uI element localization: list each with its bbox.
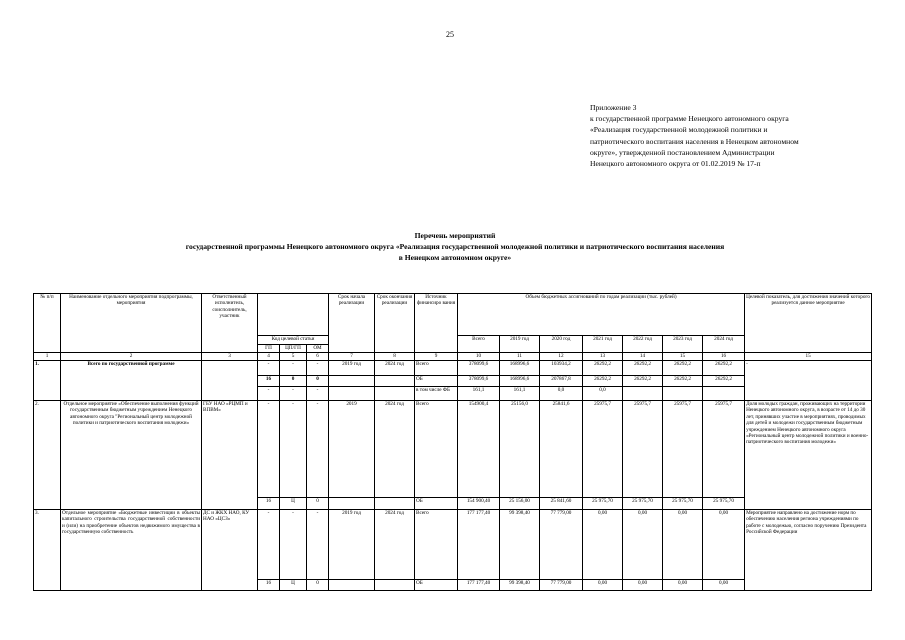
table-row [34,510,872,580]
cell-source: ОБ [415,580,458,591]
cell-gp: 16 [258,580,280,591]
title-line: в Ненецком автономном округе» [398,253,512,262]
cell-end [375,580,415,591]
cell-value: 177 177,40 [458,580,500,591]
cell-om: - [307,401,329,498]
appendix-line: к государственной программе Ненецкого автономного округа [590,114,789,124]
row-num: 1. [34,361,61,401]
cell-value: 25156,0 [500,401,540,498]
table-row [34,361,872,376]
cell-tsp: - [280,361,307,376]
cell-value [703,387,745,401]
appendix-note [590,102,890,169]
cell-om: 0 [307,580,329,591]
header-end: Срок окончания реализации [375,294,415,353]
activities-table [33,293,872,591]
row-responsible: ДС и ЖКХ НАО, КУ НАО «ЦСЗ» [202,510,258,591]
cell-value: 0,00 [623,510,663,580]
cell-value: 25 156,00 [500,498,540,510]
cell-target: - [745,361,872,401]
cell-tsp: - [280,401,307,498]
cell-value: 0,00 [703,580,745,591]
title-line: Перечень мероприятий [414,231,496,240]
cell-end: 2024 год [375,401,415,498]
column-numbers-row [34,353,872,361]
cell-value: 26292,2 [583,376,623,387]
header-total: Всего [458,336,500,353]
header-target: Целевой показатель, для достижения значений которого реализуется данное мероприятие [745,294,872,353]
cell-start [329,376,375,387]
cell-value: 378099,6 [458,376,500,387]
cell-tsp: 0 [280,376,307,387]
header-code: Код целевой статьи [258,336,329,345]
column-number: 2 [61,353,202,361]
cell-value: 25975,7 [623,401,663,498]
cell-om: 0 [307,376,329,387]
header-responsible: Ответственный исполнитель, соисполнитель, участник [202,294,258,353]
cell-start [329,387,375,401]
cell-value: 207867,8 [540,376,583,387]
header-om: ОМ [307,345,329,353]
cell-source: в том числе ФБ [415,387,458,401]
title-line: государственной программы Ненецкого автономного округа «Реализация государственной молодежной политики и патриотического воспитания населения [185,242,725,251]
column-number: 11 [500,353,540,361]
cell-value [623,387,663,401]
cell-value: 26292,2 [663,376,703,387]
header-start: Срок начала реализации [329,294,375,353]
row-responsible: ГБУ НАО «РЦМП и ВПВМ» [202,401,258,510]
cell-gp: 16 [258,376,280,387]
cell-value: 26292,2 [703,376,745,387]
column-number: 3 [202,353,258,361]
column-number: 8 [375,353,415,361]
cell-target: Мероприятие направлено на достижение норм по обеспечению населения региона учреждениями по работе с молодежью, согласно поручению Президента Российской Федерации [745,510,872,591]
table-row [34,401,872,498]
cell-tsp: - [280,387,307,401]
column-number: 16 [703,353,745,361]
row-name: Всего по государственной программе [61,361,202,401]
cell-value: 161,1 [458,387,500,401]
cell-value: 25 841,60 [540,498,583,510]
cell-end [375,387,415,401]
column-number: 9 [415,353,458,361]
cell-value: 99 398,40 [500,510,540,580]
cell-value: 26292,2 [623,361,663,376]
cell-gp: 16 [258,498,280,510]
cell-value: 25 975,70 [623,498,663,510]
cell-value: 0,00 [623,580,663,591]
cell-gp: - [258,510,280,580]
cell-value: 154 900,40 [458,498,500,510]
header-volume: Объем бюджетных ассигнований по годам реализации (тыс. рублей) [458,294,745,336]
cell-om: - [307,387,329,401]
cell-om: - [307,361,329,376]
cell-source: ОБ [415,376,458,387]
header-year: 2020 год [540,336,583,353]
cell-value: 154900,4 [458,401,500,498]
cell-tsp: - [280,510,307,580]
header-source: Источник финансиро вания [415,294,458,353]
column-number: 15 [745,353,872,361]
column-number: 13 [583,353,623,361]
cell-value: 25975,7 [663,401,703,498]
cell-value: 0,00 [583,510,623,580]
cell-start [329,580,375,591]
cell-value: 25 975,70 [663,498,703,510]
cell-value: 77 779,00 [540,510,583,580]
column-number: 5 [280,353,307,361]
cell-value: 25 975,70 [583,498,623,510]
cell-end [375,376,415,387]
cell-value: 0,0 [583,387,623,401]
cell-value: 103934,2 [540,361,583,376]
appendix-line: Ненецкого автономного округа от 01.02.2019 № 17-п [590,159,761,169]
row-responsible [202,361,258,401]
cell-end: 2024 год [375,361,415,376]
row-name: Отдельное мероприятие «Бюджетные инвестиции в объекты капитального строительства государственной собственности и (или) на приобретение объектов недвижимого имущества в государственную собственность [61,510,202,591]
cell-target: Доля молодых граждан, проживающих на территории Ненецкого автономного округа, в возрасте от 14 до 30 лет, принявших участие в мероприятиях, проводимых для детей и молодежи государственным бюджетным учреждением Ненецкого автономного округа «Региональный центр молодежной политики и военно-патриотического воспитания молодежи» [745,401,872,510]
header-year: 2019 год [500,336,540,353]
column-number: 15 [663,353,703,361]
cell-value: 0,00 [663,580,703,591]
page-number: 25 [446,30,454,39]
header-year: 2022 год [623,336,663,353]
cell-value: 0,00 [703,510,745,580]
column-number: 12 [540,353,583,361]
header-gp: ГП [258,345,280,353]
cell-source: Всего [415,401,458,498]
cell-value: 25841,6 [540,401,583,498]
cell-source: Всего [415,510,458,580]
cell-tsp: Ц [280,580,307,591]
cell-start: 2019 год [329,510,375,580]
column-number: 1 [34,353,61,361]
cell-start: 2019 [329,401,375,498]
column-number: 6 [307,353,329,361]
cell-om: - [307,510,329,580]
cell-end: 2024 год [375,510,415,580]
cell-value: 177 177,40 [458,510,500,580]
cell-start [329,498,375,510]
header-year: 2023 год [663,336,703,353]
cell-value: 25 975,70 [703,498,745,510]
appendix-line: патриотического воспитания населения в Ненецком автономном [590,136,799,146]
cell-source: ОБ [415,498,458,510]
row-num: 3. [34,510,61,591]
cell-gp: - [258,361,280,376]
cell-value: 25975,7 [583,401,623,498]
appendix-line: «Реализация государственной молодежной политики и [590,125,768,135]
row-num: 2. [34,401,61,510]
cell-om: 0 [307,498,329,510]
cell-value: 77 779,00 [540,580,583,591]
cell-value: 26292,2 [623,376,663,387]
header-year: 2024 год [703,336,745,353]
column-number: 4 [258,353,280,361]
cell-value: 26292,2 [663,361,703,376]
cell-end [375,498,415,510]
cell-value: 378099,6 [458,361,500,376]
header-code-blank [258,294,329,336]
cell-value: 26292,2 [583,361,623,376]
cell-value [663,387,703,401]
cell-value: 168996,6 [500,376,540,387]
cell-value: 0,00 [583,580,623,591]
document-title [60,230,850,263]
appendix-line: Приложение 3 [590,103,637,112]
header-year: 2021 год [583,336,623,353]
cell-value: 0,0 [540,387,583,401]
cell-gp: - [258,401,280,498]
cell-tsp: Ц [280,498,307,510]
header-tsp: ЦП/ГП [280,345,307,353]
cell-value: 99 398,40 [500,580,540,591]
cell-value: 25975,7 [703,401,745,498]
cell-gp: - [258,387,280,401]
column-number: 10 [458,353,500,361]
cell-value: 161,1 [500,387,540,401]
cell-value: 26292,2 [703,361,745,376]
row-name: Отдельное мероприятие «Обеспечение выполнения функций государственным бюджетным учреждением Ненецкого автономного округа "Региональный центр молодежной политики и патриотического воспитания молодежи» [61,401,202,510]
cell-source: Всего [415,361,458,376]
cell-start: 2019 год [329,361,375,376]
cell-value: 0,00 [663,510,703,580]
appendix-line: округе», утвержденной постановлением Администрации [590,147,775,157]
cell-value: 168996,6 [500,361,540,376]
header-name: Наименование отдельного мероприятия подпрограммы, мероприятия [61,294,202,353]
column-number: 7 [329,353,375,361]
header-num: № п/п [34,294,61,353]
column-number: 14 [623,353,663,361]
